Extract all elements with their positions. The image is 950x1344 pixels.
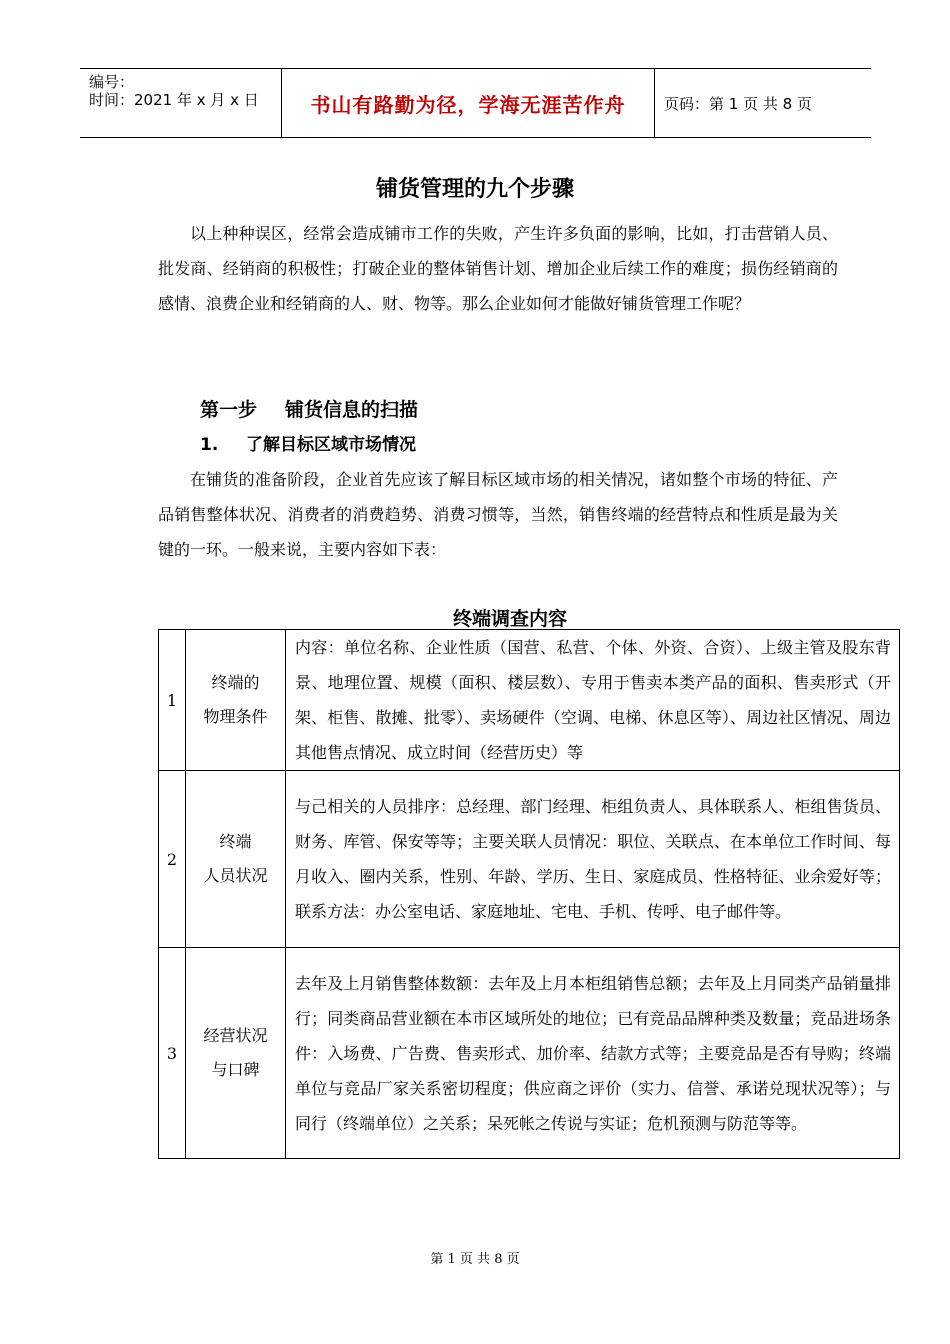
category-line: 终端 (219, 832, 252, 851)
category-line: 经营状况 (203, 1026, 268, 1045)
page-footer: 第 1 页 共 8 页 (430, 1252, 520, 1267)
header-meta (89, 73, 259, 109)
document-header (80, 68, 871, 138)
intro-paragraph (158, 216, 838, 321)
table-title: 终端调查内容 (452, 608, 567, 630)
category-line: 与口碑 (211, 1060, 260, 1079)
row-number: 1 (159, 630, 186, 771)
table-row (159, 771, 900, 948)
section-title: 了解目标区域市场情况 (246, 435, 416, 455)
time-label: 时间：2021 年 x 月 x 日 (89, 91, 259, 109)
header-divider (654, 69, 655, 137)
header-motto: 书山有路勤为径，学海无涯苦作舟 (310, 92, 626, 117)
row-number: 3 (159, 948, 186, 1159)
serial-label: 编号： (89, 73, 135, 91)
page-title: 铺货管理的九个步骤 (375, 177, 574, 202)
row-category (186, 771, 286, 948)
section-paragraph (158, 462, 838, 567)
step-label: 第一步 (200, 399, 258, 421)
table-row (159, 948, 900, 1159)
row-content: 去年及上月销售整体数额：去年及上月本柜组销售总额；去年及上月同类产品销量排行；同类商品营业额在本市区域所处的地位；已有竞品品牌种类及数量；竞品进场条件：入场费、广告费、售卖形式、加价率、结款方式等；主要竞品是否有导购；终端单位与竞品厂家关系密切程度；供应商之评价（实力、信誉、承诺兑现状况等）；与同行（终端单位）之关系；呆死帐之传说与实证；危机预测与防范等等。 (286, 948, 900, 1159)
section-number: 1. (200, 435, 219, 455)
step-heading (200, 395, 418, 422)
row-category (186, 948, 286, 1159)
row-category (186, 630, 286, 771)
category-line: 终端的 (211, 673, 260, 692)
category-line: 物理条件 (203, 707, 268, 726)
table-row (159, 630, 900, 771)
row-content: 与己相关的人员排序：总经理、部门经理、柜组负责人、具体联系人、柜组售货员、财务、库管、保安等等；主要关联人员情况：职位、关联点、在本单位工作时间、每月收入、圈内关系，性别、年龄、学历、生日、家庭成员、性格特征、业余爱好等；联系方法：办公室电话、家庭地址、宅电、手机、传呼、电子邮件等。 (286, 771, 900, 948)
row-content: 内容：单位名称、企业性质（国营、私营、个体、外资、合资）、上级主管及股东背景、地理位置、规模（面积、楼层数）、专用于售卖本类产品的面积、售卖形式（开架、柜售、散摊、批零）、卖场硬件（空调、电梯、休息区等）、周边社区情况、周边其他售点情况、成立时间（经营历史）等 (286, 630, 900, 771)
section-heading (200, 430, 416, 455)
survey-table (158, 629, 900, 1159)
row-number: 2 (159, 771, 186, 948)
header-page-info: 页码：第 1 页 共 8 页 (664, 94, 812, 113)
intro-text: 以上种种误区，经常会造成铺市工作的失败，产生许多负面的影响，比如，打击营销人员、批发商、经销商的积极性；打破企业的整体销售计划、增加企业后续工作的难度；损伤经销商的感情、浪费企业和经销商的人、财、物等。那么企业如何才能做好铺货管理工作呢？ (158, 224, 838, 313)
step-title: 铺货信息的扫描 (285, 399, 419, 421)
section-text: 在铺货的准备阶段，企业首先应该了解目标区域市场的相关情况，诸如整个市场的特征、产品销售整体状况、消费者的消费趋势、消费习惯等，当然，销售终端的经营特点和性质是最为关键的一环。一般来说，主要内容如下表： (158, 470, 838, 559)
category-line: 人员状况 (203, 866, 268, 885)
